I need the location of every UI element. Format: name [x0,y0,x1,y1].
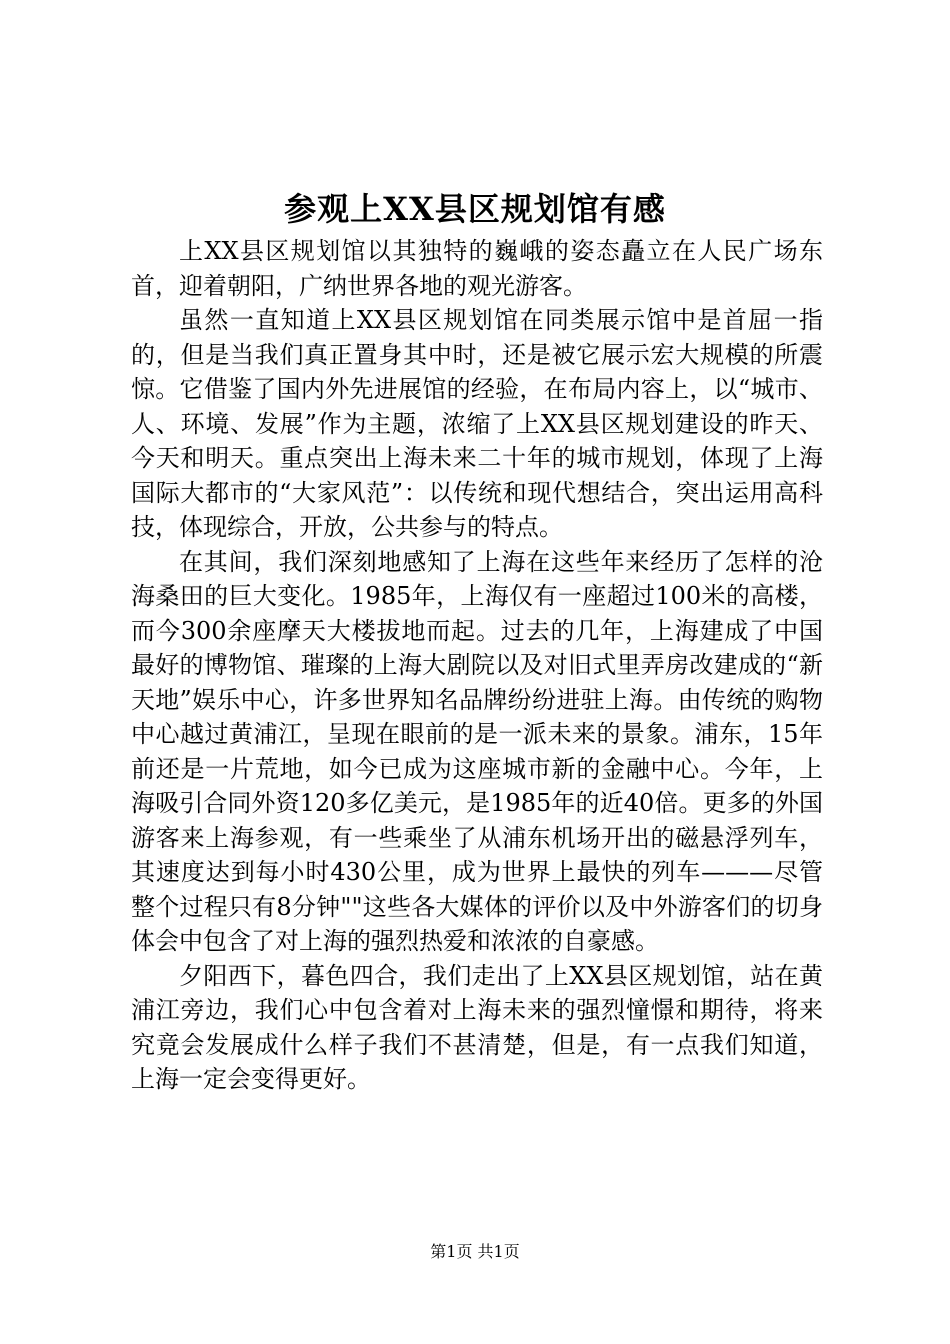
page-footer: 第1页 共1页 [430,1242,520,1261]
paragraph-1: 上XX县区规划馆以其独特的巍峨的姿态矗立在人民广场东首，迎着朝阳，广纳世界各地的观光游客。 [131,237,823,300]
paragraph-4: 夕阳西下，暮色四合，我们走出了上XX县区规划馆，站在黄浦江旁边，我们心中包含着对上海未来的强烈憧憬和期待，将来究竟会发展成什么样子我们不甚清楚，但是，有一点我们知道，上海一定会变得更好。 [131,961,823,1093]
paragraph-3: 在其间，我们深刻地感知了上海在这些年来经历了怎样的沧海桑田的巨大变化。1985年，上海仅有一座超过100米的高楼，而今300余座摩天大楼拔地而起。过去的几年，上海建成了中国最好的博物馆、璀璨的上海大剧院以及对旧式里弄房改建成的“新天地”娱乐中心，许多世界知名品牌纷纷进驻上海。由传统的购物中心越过黄浦江，呈现在眼前的是一派未来的景象。浦东，15年前还是一片荒地，如今已成为这座城市新的金融中心。今年，上海吸引合同外资120多亿美元，是1985年的近40倍。更多的外国游客来上海参观，有一些乘坐了从浦东机场开出的磁悬浮列车，其速度达到每小时430公里，成为世界上最快的列车———尽管整个过程只有8分钟""这些各大媒体的评价以及中外游客们的切身体会中包含了对上海的强烈热爱和浓浓的自豪感。 [131,547,823,955]
document-body [131,234,823,1097]
document-title: 参观上XX县区规划馆有感 [284,190,666,228]
paragraph-2: 虽然一直知道上XX县区规划馆在同类展示馆中是首屈一指的，但是当我们真正置身其中时，还是被它展示宏大规模的所震惊。它借鉴了国内外先进展馆的经验，在布局内容上，以“城市、人、环境、发展”作为主题，浓缩了上XX县区规划建设的昨天、今天和明天。重点突出上海未来二十年的城市规划，体现了上海国际大都市的“大家风范”：以传统和现代想结合，突出运用高科技，体现综合，开放，公共参与的特点。 [131,306,823,541]
